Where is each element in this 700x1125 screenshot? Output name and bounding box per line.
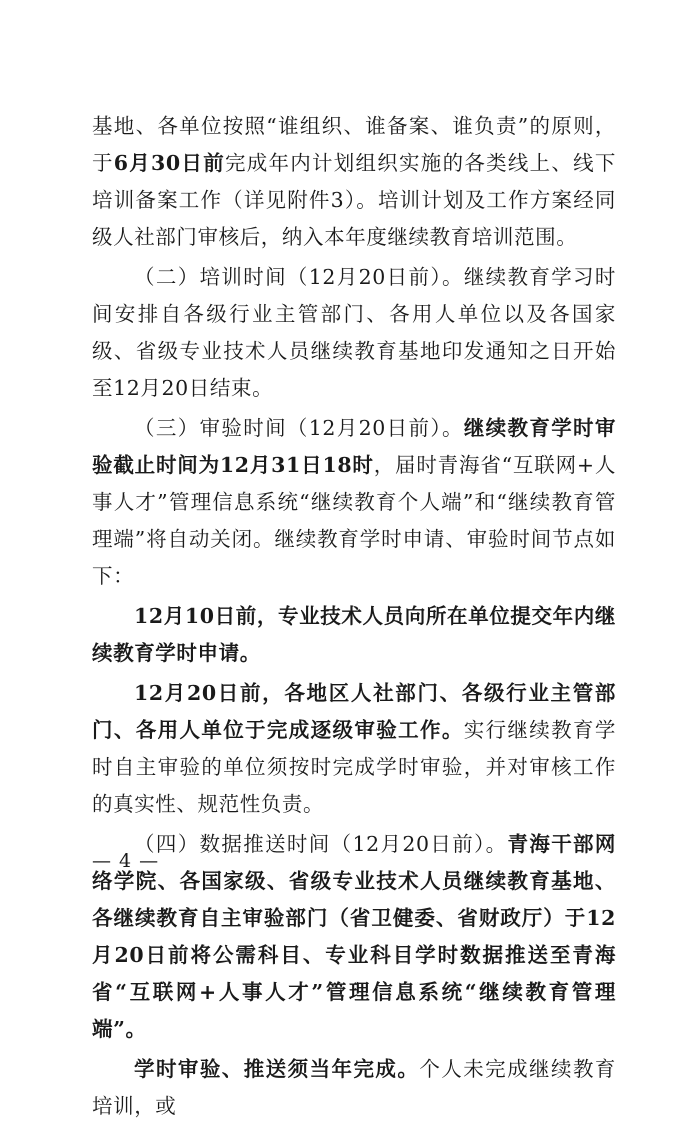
body-text xyxy=(92,108,616,1125)
paragraph xyxy=(92,1051,616,1125)
paragraph xyxy=(92,108,616,256)
paragraph xyxy=(92,826,616,1048)
text-segment: 实行继续教育学时自主审验的单位须按时完成学时审验，并对审核工作的真实性、规范性负责。 xyxy=(92,718,616,816)
bold-text-segment: 青海干部网络学院、各国家级、省级专业技术人员继续教育基地、各继续教育自主审验部门（省卫健委、省财政厅）于12月20日前将公需科目、专业科目学时数据推送至青海省“互联网+人事人才”管理信息系统“继续教育管理端”。 xyxy=(92,832,617,1041)
paragraph xyxy=(92,675,616,823)
text-segment: 个人未完成继续教育培训，或 xyxy=(92,1057,616,1118)
paragraph xyxy=(92,410,616,595)
bold-text-segment: 12月10日前，专业技术人员向所在单位提交年内继续教育学时申请。 xyxy=(92,604,616,665)
text-segment: （二）培训时间（12月20日前）。继续教育学习时间安排自各级行业主管部门、各用人单位以及各国家级、省级专业技术人员继续教育基地印发通知之日开始至12月20日结束。 xyxy=(92,265,616,400)
text-segment: （三）审验时间（12月20日前）。 xyxy=(134,416,464,440)
text-segment: ，届时青海省“互联网+人事人才”管理信息系统“继续教育个人端”和“继续教育管理端”将自动关闭。继续教育学时申请、审验时间节点如下： xyxy=(92,453,616,588)
bold-text-segment: 继续教育学时审验截止时间为12月31日18时 xyxy=(92,416,617,477)
paragraph xyxy=(92,598,616,672)
text-segment: （四）数据推送时间（12月20日前）。 xyxy=(134,832,508,856)
paragraph xyxy=(92,259,616,407)
text-segment: 基地、各单位按照“谁组织、谁备案、谁负责”的原则，于 xyxy=(92,114,616,175)
bold-text-segment: 6月30日前 xyxy=(113,151,225,175)
text-segment: 完成年内计划组织实施的各类线上、线下培训备案工作（详见附件3）。培训计划及工作方案经同级人社部门审核后，纳入本年度继续教育培训范围。 xyxy=(92,151,616,249)
bold-text-segment: 12月20日前，各地区人社部门、各级行业主管部门、各用人单位于完成逐级审验工作。 xyxy=(92,681,616,742)
page-number: — 4 — xyxy=(92,850,160,872)
bold-text-segment: 学时审验、推送须当年完成。 xyxy=(134,1057,420,1081)
